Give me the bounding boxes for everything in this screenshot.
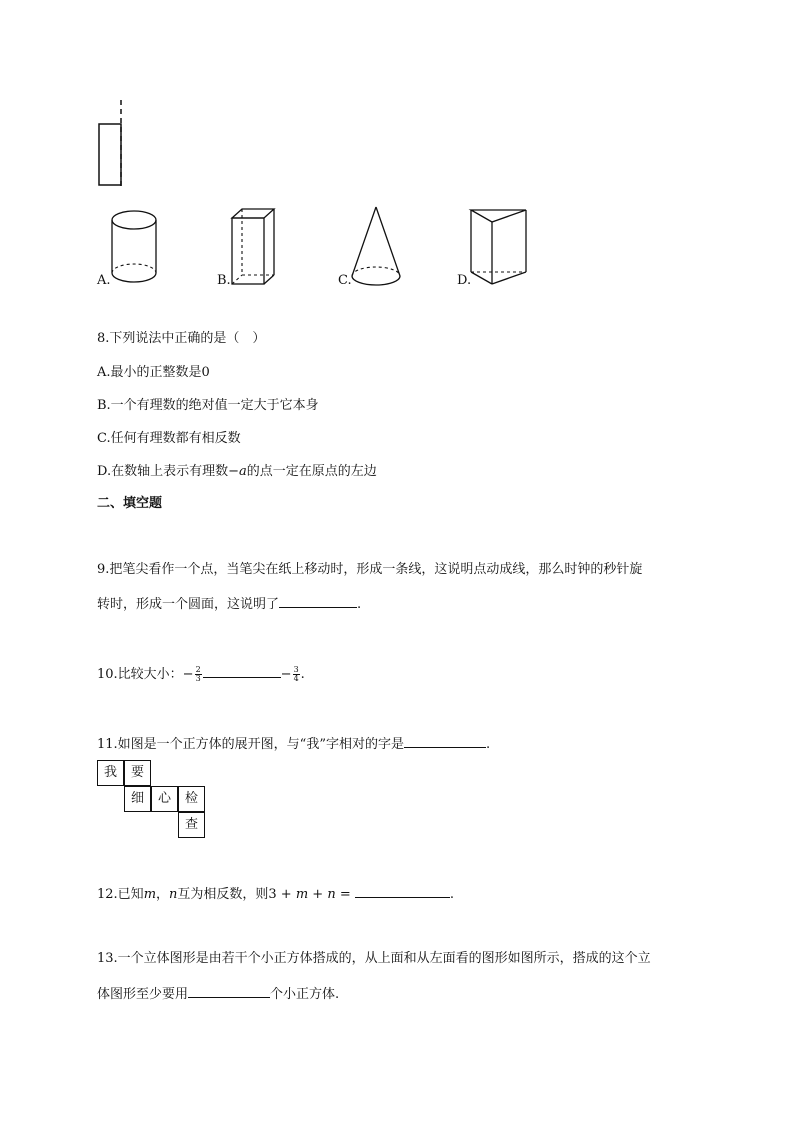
comma: ， [156, 887, 170, 902]
variable-a: a [239, 464, 247, 479]
question-8-option-d [97, 464, 377, 480]
fraction-three-fourths: $\frac{3}{4}$ [293, 665, 299, 683]
question-9-line-2 [97, 595, 361, 613]
net-cell: 心 [151, 786, 178, 812]
question-11-end: . [485, 737, 491, 752]
fraction-two-thirds: $\frac{2}{3}$ [195, 665, 201, 683]
question-8-option-a: A.最小的正整数是0 [97, 365, 210, 380]
option-d-prefix: D.在数轴上表示有理数− [97, 464, 239, 479]
question-8-stem: 8.下列说法中正确的是（ ） [97, 331, 266, 346]
option-d-label: D. [457, 273, 472, 288]
question-11 [97, 735, 490, 753]
option-a-label: A. [97, 273, 111, 288]
question-13-end: 个小正方体. [270, 987, 340, 1002]
answer-blank [404, 735, 486, 748]
variable-n: n [327, 887, 336, 902]
question-12-mid: 互为相反数，则3 + [177, 887, 296, 902]
question-8-option-b: B.一个有理数的绝对值一定大于它本身 [97, 398, 319, 413]
question-12-prefix: 12.已知 [97, 887, 144, 902]
answer-blank [188, 985, 270, 998]
option-d-suffix: 的点一定在原点的左边 [246, 464, 377, 479]
question-12-end: . [449, 887, 455, 902]
minus-sign: − [280, 667, 292, 682]
option-c-label: C. [338, 273, 352, 288]
question-9-end: . [357, 597, 362, 612]
question-8-option-c: C.任何有理数都有相反数 [97, 431, 241, 446]
question-13-line-2 [97, 985, 339, 1003]
answer-blank [279, 595, 357, 608]
question-12 [97, 885, 454, 903]
cuboid-figure [228, 206, 280, 288]
net-cell: 细 [124, 786, 151, 812]
net-cell: 检 [178, 786, 205, 812]
question-13-line-1: 13.一个立体图形是由若干个小正方体搭成的，从上面和从左面看的图形如图所示，搭成的这个立 [97, 951, 651, 966]
variable-n: n [169, 887, 178, 902]
answer-blank [355, 885, 450, 898]
answer-blank [203, 665, 281, 678]
question-9-line-1: 9.把笔尖看作一个点，当笔尖在纸上移动时，形成一条线，这说明点动成线，那么时钟的秒针旋 [97, 562, 643, 577]
cone-figure [348, 204, 404, 290]
net-cell: 我 [97, 760, 124, 786]
net-cell: 要 [124, 760, 151, 786]
question-11-text: 11.如图是一个正方体的展开图，与“我”字相对的字是 [97, 737, 404, 752]
rotation-rectangle-figure [90, 98, 130, 190]
variable-m: m [295, 887, 309, 902]
section-heading-fill-in: 二、填空题 [97, 496, 163, 511]
net-cell: 查 [178, 812, 205, 838]
cube-net-figure [97, 760, 209, 842]
equals-sign: = [335, 887, 355, 902]
cylinder-figure [108, 206, 160, 288]
plus-sign: + [308, 887, 328, 902]
option-b-label: B. [217, 273, 231, 288]
question-10-end: . [300, 667, 305, 682]
triangular-prism-figure [468, 206, 532, 288]
question-9-text: 转时，形成一个圆面，这说明了 [97, 597, 280, 612]
variable-m: m [143, 887, 157, 902]
question-13-text: 体图形至少要用 [97, 987, 189, 1002]
question-10-prefix: 10.比较大小：− [97, 667, 194, 682]
question-10 [97, 665, 305, 683]
